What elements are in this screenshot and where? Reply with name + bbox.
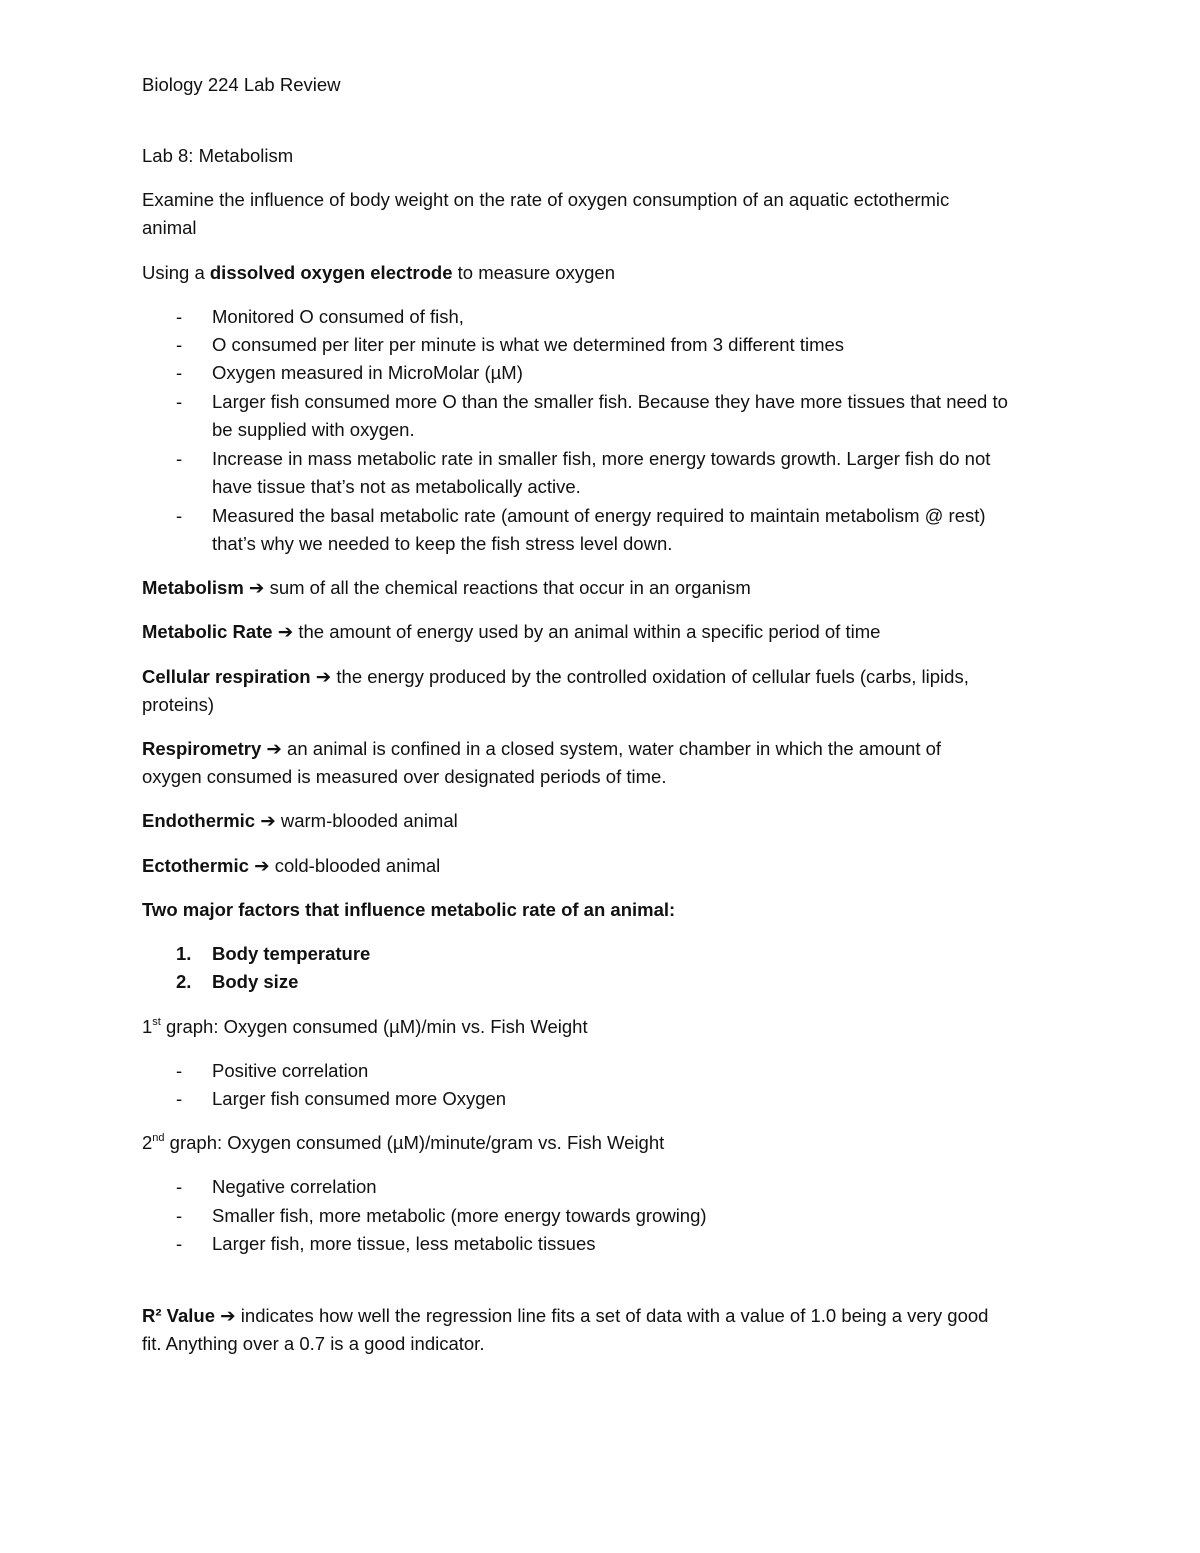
definition-text: warm-blooded animal <box>275 810 458 831</box>
bullet-item: Measured the basal metabolic rate (amount of energy required to maintain metabolism @ rest) <box>212 505 986 526</box>
using-prefix: Using a <box>142 262 210 283</box>
bullet-item: Larger fish consumed more O than the smaller fish. Because they have more tissues that need to <box>212 391 1008 412</box>
definition-endothermic <box>142 807 1072 835</box>
term: Endothermic <box>142 810 256 831</box>
bullet-item: Oxygen measured in MicroMolar (µM) <box>212 362 523 383</box>
bullet-dash: - <box>176 505 183 526</box>
arrow-right-icon: ➔ <box>277 621 294 642</box>
arrow-right-icon: ➔ <box>254 855 270 876</box>
factors-heading: Two major factors that influence metabolic rate of an animal: <box>142 899 676 920</box>
bullet-item: Smaller fish, more metabolic (more energy towards growing) <box>212 1205 707 1226</box>
graph-2-heading <box>142 1129 1072 1157</box>
bullet-dash: - <box>176 391 183 412</box>
bullet-dash: - <box>176 306 183 327</box>
bullet-dash: - <box>176 334 183 355</box>
bullet-item: Larger fish consumed more Oxygen <box>212 1088 507 1109</box>
arrow-right-icon: ➔ <box>260 810 276 831</box>
definition-text: indicates how well the regression line fits a set of data with a value of 1.0 being a very good <box>235 1305 989 1326</box>
term: Cellular respiration <box>142 666 311 687</box>
definition-cellular-respiration <box>142 663 1072 691</box>
arrow-right-icon: ➔ <box>266 738 282 759</box>
term: Metabolism <box>142 577 244 598</box>
bullet-item: Larger fish, more tissue, less metabolic tissues <box>212 1233 596 1254</box>
bullet-item: Increase in mass metabolic rate in smaller fish, more energy towards growth. Larger fish do not <box>212 448 991 469</box>
ordinal-suffix: nd <box>152 1131 165 1144</box>
bullet-dash: - <box>176 362 183 383</box>
bullet-item: Monitored O consumed of fish, <box>212 306 464 327</box>
list-item: Body temperature <box>212 943 371 964</box>
lab-heading: Lab 8: Metabolism <box>142 145 294 166</box>
arrow-right-icon: ➔ <box>248 577 265 598</box>
definition-continued: fit. Anything over a 0.7 is a good indicator. <box>142 1333 485 1354</box>
definition-metabolism <box>142 574 1072 602</box>
definition-respirometry <box>142 735 1072 763</box>
definition-continued: proteins) <box>142 694 214 715</box>
term: R² Value <box>142 1305 215 1326</box>
ordinal-suffix: st <box>152 1015 161 1028</box>
arrow-right-icon: ➔ <box>220 1305 236 1326</box>
definition-text: cold-blooded animal <box>269 855 441 876</box>
bullet-item: Negative correlation <box>212 1176 377 1197</box>
using-line <box>142 259 1072 287</box>
definition-r-squared <box>142 1302 1072 1330</box>
bullet-item-continued: that’s why we needed to keep the fish stress level down. <box>212 533 673 554</box>
list-number: 2. <box>176 971 192 992</box>
using-bold: dissolved oxygen electrode <box>209 262 453 283</box>
definition-text: the amount of energy used by an animal within a specific period of time <box>293 621 881 642</box>
list-number: 1. <box>176 943 192 964</box>
bullet-item-continued: have tissue that’s not as metabolically active. <box>212 476 581 497</box>
definition-text: the energy produced by the controlled oxidation of cellular fuels (carbs, lipids, <box>331 666 969 687</box>
intro-line-1: Examine the influence of body weight on the rate of oxygen consumption of an aquatic ectothermic <box>142 189 950 210</box>
term: Ectothermic <box>142 855 249 876</box>
bullet-dash: - <box>176 1060 183 1081</box>
term: Metabolic Rate <box>142 621 273 642</box>
graph-1-heading <box>142 1013 1072 1041</box>
list-item: Body size <box>212 971 299 992</box>
arrow-right-icon: ➔ <box>315 666 332 687</box>
bullet-item-continued: be supplied with oxygen. <box>212 419 415 440</box>
bullet-dash: - <box>176 1233 183 1254</box>
graph-title: graph: Oxygen consumed (µM)/min vs. Fish Weight <box>160 1016 588 1037</box>
term: Respirometry <box>142 738 262 759</box>
graph-title: graph: Oxygen consumed (µM)/minute/gram vs. Fish Weight <box>164 1132 665 1153</box>
definition-text: sum of all the chemical reactions that occur in an organism <box>264 577 751 598</box>
bullet-item: O consumed per liter per minute is what we determined from 3 different times <box>212 334 845 355</box>
definition-continued: oxygen consumed is measured over designated periods of time. <box>142 766 667 787</box>
using-suffix: to measure oxygen <box>452 262 616 283</box>
bullet-dash: - <box>176 448 183 469</box>
definition-ectothermic <box>142 852 1072 880</box>
intro-line-2: animal <box>142 217 197 238</box>
bullet-dash: - <box>176 1088 183 1109</box>
document-title: Biology 224 Lab Review <box>142 74 341 95</box>
bullet-dash: - <box>176 1205 183 1226</box>
definition-metabolic-rate <box>142 618 1072 646</box>
bullet-item: Positive correlation <box>212 1060 369 1081</box>
definition-text: an animal is confined in a closed system, water chamber in which the amount of <box>281 738 942 759</box>
bullet-dash: - <box>176 1176 183 1197</box>
graph-number: 2 <box>142 1132 153 1153</box>
graph-number: 1 <box>142 1016 153 1037</box>
